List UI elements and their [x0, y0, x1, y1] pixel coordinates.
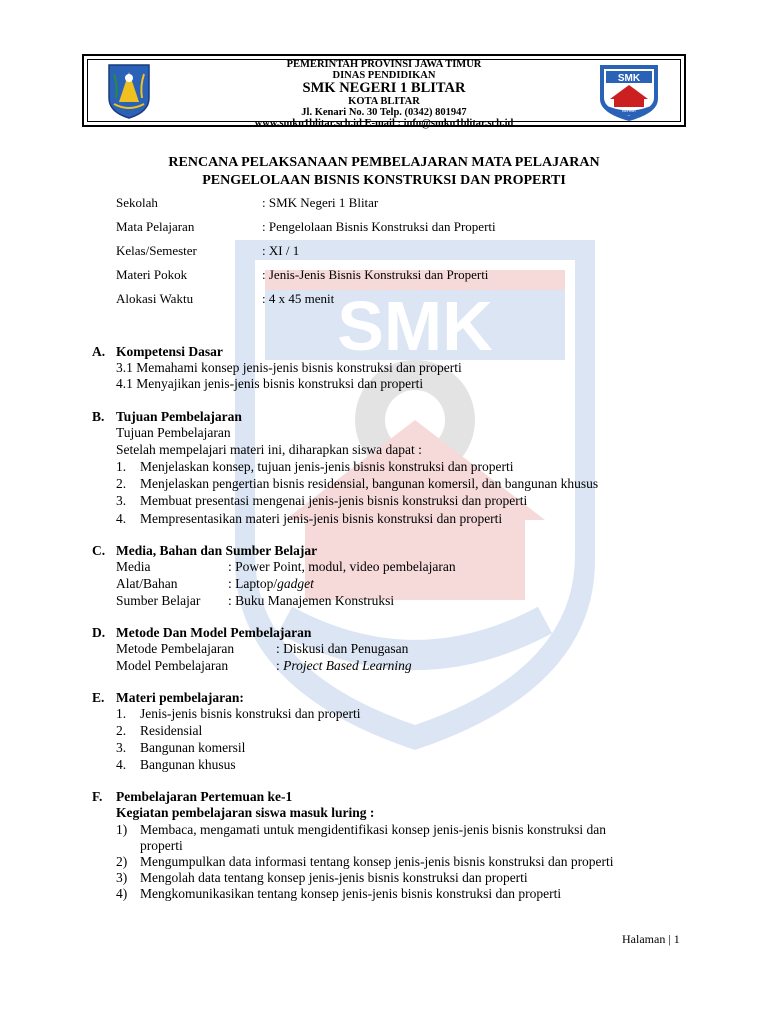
activity-item: 4) Mengkomunikasikan tentang konsep jenis-jenis bisnis konstruksi dan properti — [116, 886, 562, 901]
letterhead-city: KOTA BLITAR — [348, 96, 420, 107]
objective-item: 2. Menjelaskan pengertian bisnis residensial, bangunan komersil, dan bangunan khusus — [116, 476, 599, 491]
section-a-heading — [92, 344, 223, 360]
objective-item: 1. Menjelaskan konsep, tujuan jenis-jenis bisnis konstruksi dan properti — [116, 459, 514, 474]
tools-row — [116, 576, 314, 592]
objectives-intro: Setelah mempelajari materi ini, diharapkan siswa dapat : — [116, 442, 422, 457]
tools-value-italic: gadget — [277, 576, 314, 591]
activity-item: 2) Mengumpulkan data informasi tentang konsep jenis-jenis bisnis konstruksi dan properti — [116, 854, 614, 869]
activity-item: 1) Membaca, mengamati untuk mengidentifikasi konsep jenis-jenis bisnis konstruksi dan — [116, 822, 607, 837]
section-letter: B. — [92, 409, 105, 424]
section-e-heading — [92, 690, 244, 706]
source-label: Sumber Belajar — [116, 593, 201, 608]
smk-school-logo — [596, 61, 662, 123]
objectives-subheading: Tujuan Pembelajaran — [116, 425, 231, 440]
letterhead-province: PEMERINTAH PROVINSI JAWA TIMUR — [286, 59, 482, 70]
material-item: 4. Bangunan khusus — [116, 757, 236, 772]
section-title: Tujuan Pembelajaran — [116, 409, 242, 424]
section-f-heading — [92, 789, 292, 805]
info-label: Materi Pokok — [116, 267, 188, 282]
method-row — [116, 641, 408, 657]
east-java-province-logo — [106, 62, 152, 120]
model-row — [116, 658, 412, 674]
section-title: Media, Bahan dan Sumber Belajar — [116, 543, 318, 558]
document-title-line2: PENGELOLAAN BISNIS KONSTRUKSI DAN PROPERTI — [202, 173, 566, 188]
letterhead-web-email: www.smkn1blitar.sch.id E-mail : info@smkn1blitar.sch.id — [254, 118, 514, 129]
method-label: Metode Pembelajaran — [116, 641, 235, 656]
source-value: : Buku Manajemen Konstruksi — [228, 593, 395, 608]
info-value: : 4 x 45 menit — [262, 291, 335, 306]
info-label: Mata Pelajaran — [116, 219, 195, 234]
info-value: : Pengelolaan Bisnis Konstruksi dan Properti — [262, 219, 496, 234]
activity-item-continued: properti — [140, 838, 183, 853]
material-item: 3. Bangunan komersil — [116, 740, 246, 755]
method-value: : Diskusi dan Penugasan — [276, 641, 409, 656]
media-row — [116, 559, 456, 575]
section-letter: E. — [92, 690, 105, 705]
section-letter: A. — [92, 344, 106, 359]
source-row — [116, 593, 394, 609]
info-value: : SMK Negeri 1 Blitar — [262, 195, 379, 210]
tools-label: Alat/Bahan — [116, 576, 178, 591]
model-value: : — [276, 658, 284, 673]
model-value-italic: Project Based Learning — [283, 658, 412, 673]
watermark-text: SMK — [337, 287, 493, 365]
smk-logo-band: BLITAR — [622, 108, 636, 113]
section-b-heading — [92, 409, 242, 425]
info-label: Sekolah — [116, 195, 158, 210]
info-label: Kelas/Semester — [116, 243, 197, 258]
letterhead-school-name: SMK NEGERI 1 BLITAR — [302, 80, 466, 96]
activity-item: 3) Mengolah data tentang konsep jenis-jenis bisnis konstruksi dan properti — [116, 870, 528, 885]
section-d-heading — [92, 625, 311, 641]
section-c-heading — [92, 543, 317, 559]
section-letter: C. — [92, 543, 106, 558]
section-title: Pembelajaran Pertemuan ke-1 — [116, 789, 293, 804]
objective-item: 4. Mempresentasikan materi jenis-jenis bisnis konstruksi dan properti — [116, 511, 503, 526]
material-item: 2. Residensial — [116, 723, 203, 738]
info-value: : Jenis-Jenis Bisnis Konstruksi dan Properti — [262, 267, 489, 282]
competency-item: 3.1 Memahami konsep jenis-jenis bisnis konstruksi dan properti — [116, 360, 462, 375]
model-label: Model Pembelajaran — [116, 658, 229, 673]
tools-value: : Laptop/ — [228, 576, 278, 591]
material-item: 1. Jenis-jenis bisnis konstruksi dan properti — [116, 706, 361, 721]
competency-item: 4.1 Menyajikan jenis-jenis bisnis konstruksi dan properti — [116, 376, 424, 391]
letterhead — [82, 54, 686, 127]
letterhead-address: Jl. Kenari No. 30 Telp. (0342) 801947 — [301, 107, 467, 118]
info-value: : XI / 1 — [262, 243, 300, 258]
section-letter: D. — [92, 625, 106, 640]
section-letter: F. — [92, 789, 103, 804]
info-label: Alokasi Waktu — [116, 291, 194, 306]
smk-logo-text: SMK — [617, 73, 641, 84]
section-title: Metode Dan Model Pembelajaran — [116, 625, 312, 640]
page-number: Halaman | 1 — [622, 932, 680, 946]
letterhead-department: DINAS PENDIDIKAN — [332, 70, 436, 81]
media-label: Media — [116, 559, 151, 574]
section-title: Kompetensi Dasar — [116, 344, 223, 359]
media-value: : Power Point, modul, video pembelajaran — [228, 559, 456, 574]
document-title-line1: RENCANA PELAKSANAAN PEMBELAJARAN MATA PELAJARAN — [168, 155, 600, 170]
objective-item: 3. Membuat presentasi mengenai jenis-jenis bisnis konstruksi dan properti — [116, 493, 528, 508]
activity-subheading: Kegiatan pembelajaran siswa masuk luring : — [116, 805, 375, 820]
section-title: Materi pembelajaran: — [116, 690, 244, 705]
